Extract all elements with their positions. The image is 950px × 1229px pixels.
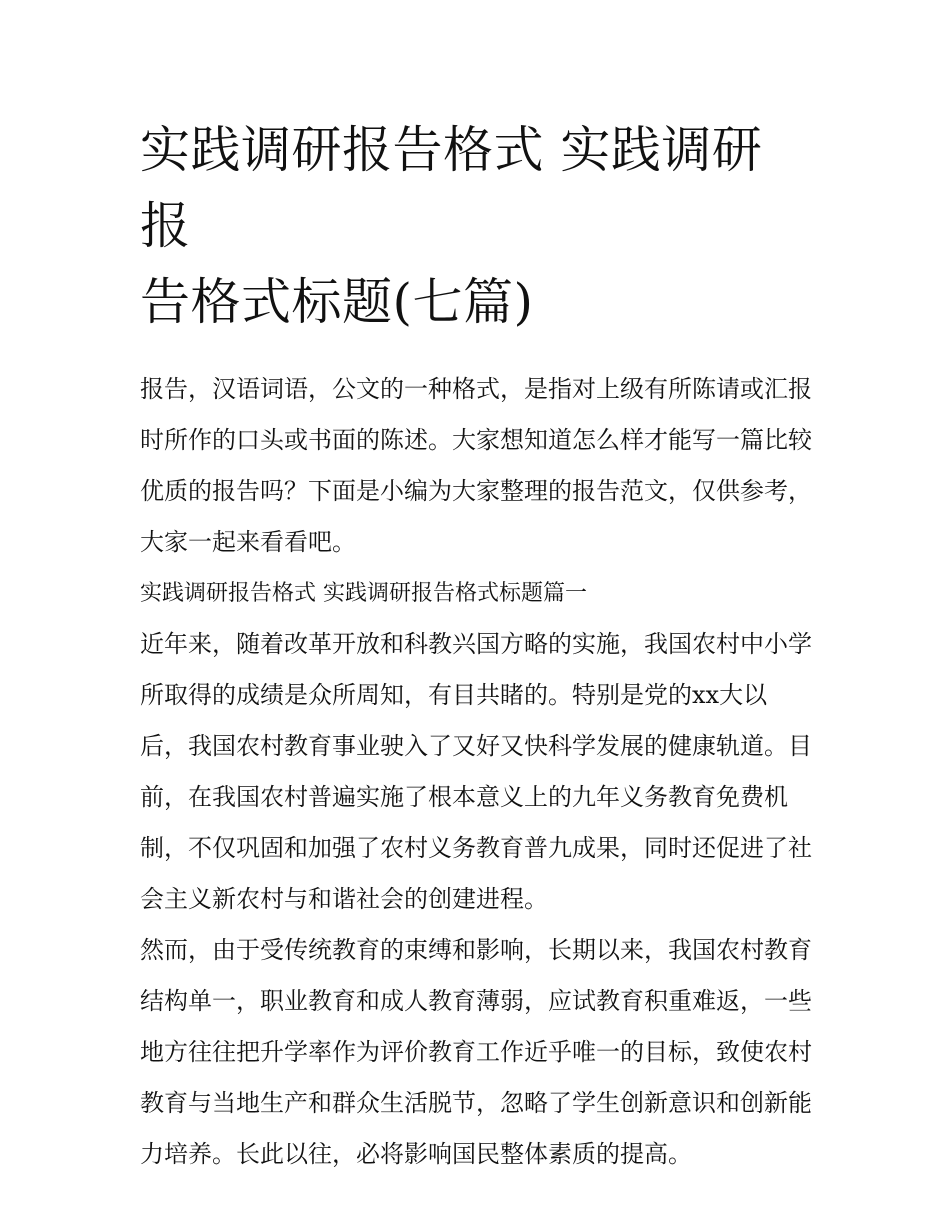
document-page [140,112,812,1180]
document-title [140,112,812,340]
intro-paragraph: 报告，汉语词语，公文的一种格式，是指对上级有所陈请或汇报时所作的口头或书面的陈述。大家想知道怎么样才能写一篇比较优质的报告吗？下面是小编为大家整理的报告范文，仅供参考，大家一起来看看吧。 [140,375,812,556]
title-line-1: 实践调研报告格式 实践调研报 [140,121,763,255]
body-paragraph-1: 近年来，随着改革开放和科教兴国方略的实施，我国农村中小学所取得的成绩是众所周知，有目共睹的。特别是党的xx大以后，我国农村教育事业驶入了又好又快科学发展的健康轨道。目前，在我国农村普遍实施了根本意义上的九年义务教育免费机制，不仅巩固和加强了农村义务教育普九成果，同时还促进了社会主义新农村与和谐社会的创建进程。 [140,630,812,913]
title-line-2: 告格式标题(七篇) [140,273,534,331]
body-paragraph-2: 然而，由于受传统教育的束缚和影响，长期以来，我国农村教育结构单一，职业教育和成人教育薄弱，应试教育积重难返，一些地方往往把升学率作为评价教育工作近乎唯一的目标，致使农村教育与当地生产和群众生活脱节，忽略了学生创新意识和创新能力培养。长此以往，必将影响国民整体素质的提高。 [140,936,812,1168]
section-heading: 实践调研报告格式 实践调研报告格式标题篇一 [140,581,587,606]
